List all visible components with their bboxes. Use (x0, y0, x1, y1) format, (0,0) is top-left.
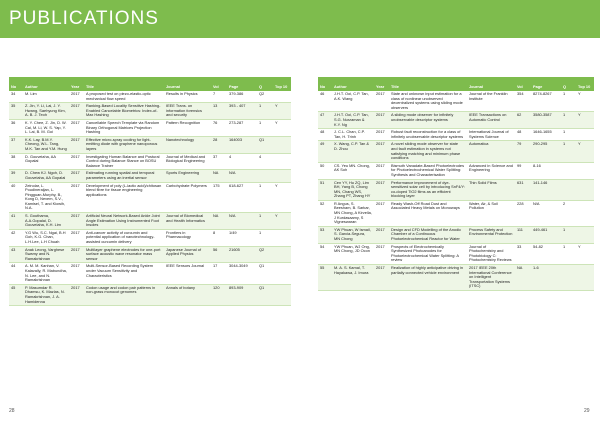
table-cell: 33 (515, 243, 531, 264)
table-cell (273, 284, 291, 305)
table-cell: Anti-cancer activity of curcumin and potential application of nanotechnology-assisted curcumin delivery (84, 229, 164, 246)
table-cell: D. Chew KJ. Ngoh, D. Gouveiaha, AA Gopalai (23, 170, 69, 182)
table-cell (576, 200, 594, 226)
table-cell: 21605 (227, 246, 257, 263)
table-cell: Z. Jin, Y. Li, Lai, J. Y. Hwang, Saehyung Kim, A. B. J. Teoh (23, 103, 69, 120)
table-row (9, 103, 291, 120)
table-row (318, 112, 594, 129)
table-cell: Results in Physics (164, 91, 211, 103)
table-cell (576, 129, 594, 141)
table-row (9, 229, 291, 246)
table-cell: Process Safety and Environmental Protection (467, 226, 515, 243)
table-cell: 1 (257, 119, 273, 136)
table-cell: J.H.T. Ooi, C.P. Tan, S.G. Nurzaman & K.Y. Ng (332, 112, 374, 129)
table-cell: 4 (227, 153, 257, 170)
table-cell: Performance improvement of dye-sensitized solar cell by introducing SnF4/Y: co-doped TiO2 films as an efficient blocking layer (389, 179, 467, 200)
right-page-table (318, 77, 594, 291)
table-cell: 36 (9, 119, 23, 136)
table-cell: 37 (9, 136, 23, 153)
table-cell: 3044-3049 (227, 263, 257, 284)
table-cell: Y (273, 213, 291, 230)
table-cell: Water, Air, & Soil Pollution (467, 200, 515, 226)
table-cell (561, 179, 576, 200)
table-cell: J.H.T. Ooi, C.P. Tan, A.K. Wang (332, 91, 374, 112)
table-cell: 2017 (69, 153, 84, 170)
table-cell: Effective micro-spray cooling for light-emitting diode with graphene nanoporous layers (84, 136, 164, 153)
table-cell (561, 265, 576, 291)
col-header: No (318, 77, 332, 91)
col-header: Title (84, 77, 164, 91)
table-cell: 893-909 (227, 284, 257, 305)
table-row (9, 182, 291, 213)
table-cell: 2017 (69, 284, 84, 305)
table-cell: Y (576, 112, 594, 129)
table-cell: Anak Leong, Varghese Swamy and N. Ramakrishnan (23, 246, 69, 263)
table-row (318, 265, 594, 291)
table-cell: A proposed test on piezo-elastic-optic mechanical flow speed (84, 91, 164, 103)
table-cell: 290-295 (531, 141, 561, 162)
table-row (9, 119, 291, 136)
table-cell: 141-146 (531, 179, 561, 200)
table-cell: M. Lim (23, 91, 69, 103)
table-row (9, 153, 291, 170)
table-cell: 52 (318, 200, 332, 226)
table-cell: 379-386 (227, 91, 257, 103)
table-cell: 8 (211, 229, 227, 246)
table-row (318, 162, 594, 179)
table-cell: Investigating Human Balance and Postural Control during Balance Stance on BOSU Balance Trainer (84, 153, 164, 170)
table-cell: Q1 (257, 284, 273, 305)
table-cell: Ranking-Based Locality Sensitive Hashing-Enabled Cancelable Biometrics: Index-of-Max Hashing (84, 103, 164, 120)
table-cell (273, 229, 291, 246)
table-cell: 2017 (374, 141, 389, 162)
table-row (9, 284, 291, 305)
table-cell: Design and CFD Modelling of the Anodic Chamber of a Continuous Photoelectrochemical Reactor for Water (389, 226, 467, 243)
table-cell: 1/49 (227, 229, 257, 246)
table-cell: Y.G Wu, S.C. Ngai, B.H Goh, K.G. Chan, L.H.Lee, L.H Chuah (23, 229, 69, 246)
table-cell: 1 (561, 226, 576, 243)
col-header: Vol (515, 77, 531, 91)
right-table-body (318, 91, 594, 290)
col-header: Year (69, 77, 84, 91)
table-cell: Carbohydrate Polymers (164, 182, 211, 213)
table-cell: Y (576, 141, 594, 162)
table-row (9, 91, 291, 103)
table-cell: Automatica (467, 141, 515, 162)
table-cell: X. Wang, C.P. Tan & D. Zhou (332, 141, 374, 162)
table-cell: 43 (9, 246, 23, 263)
col-header: Page (531, 77, 561, 91)
table-cell (273, 263, 291, 284)
col-header: Author (23, 77, 69, 91)
table-cell: 2017 (374, 112, 389, 129)
table-header-row (9, 77, 291, 91)
table-row (318, 243, 594, 264)
col-header: Top 10 (273, 77, 291, 91)
table-cell: Multi-Sensor-Based Recording System under Vacuum Sensitivity and Characteristics (84, 263, 164, 284)
col-header: Q (257, 77, 273, 91)
table-cell: CS. Yeu MN. Chong, AK Soh (332, 162, 374, 179)
page-number-left: 28 (9, 408, 15, 414)
col-header: Q (561, 77, 576, 91)
table-cell: State and unknown input estimation for a class of nonlinear unobserved decentralized systems using sliding mode observers (389, 91, 467, 112)
table-cell: Development of poly (L-lactic acid)/chitosan blend fibre for tissue engineering applications (84, 182, 164, 213)
table-cell: D. Gouveiaha, AA Gopalai (23, 153, 69, 170)
table-cell: 2017 (69, 91, 84, 103)
table-cell: 2017 (69, 229, 84, 246)
table-cell: Japanese Journal of Applied Physics (164, 246, 211, 263)
table-cell: 393 - 407 (227, 103, 257, 120)
table-cell: 40 (9, 182, 23, 213)
table-cell: NA (211, 213, 227, 230)
table-cell: Artificial Neural Network-Based Ankle Joint Angle Estimation Using Instrumented Foot Insoles (84, 213, 164, 230)
table-cell: 54 (318, 243, 332, 264)
page-number-right: 29 (584, 408, 590, 414)
table-cell: 8274-8267 (531, 91, 561, 112)
table-cell: 4 (257, 153, 273, 170)
table-cell: 76 (211, 119, 227, 136)
table-cell: Annals of botany (164, 284, 211, 305)
table-row (9, 263, 291, 284)
table-cell: 2017 (374, 162, 389, 179)
table-row (318, 226, 594, 243)
table-cell (273, 136, 291, 153)
table-cell: NA (515, 265, 531, 291)
table-cell (576, 265, 594, 291)
col-header: Year (374, 77, 389, 91)
table-cell: IEEE Transactions on Automatic Control (467, 112, 515, 129)
table-cell: 2017 (374, 129, 389, 141)
table-cell: Advanced in Science and Engineering (467, 162, 515, 179)
col-header: Author (332, 77, 374, 91)
table-cell: 48 (318, 129, 332, 141)
table-row (9, 136, 291, 153)
table-cell: Thin Solid Films (467, 179, 515, 200)
table-cell: Y (273, 119, 291, 136)
table-cell: A novel sliding mode observer for state and fault estimation in systems not satisfying matching and minimum phase conditions (389, 141, 467, 162)
table-cell: Journal of Medical and Biological Engineering (164, 153, 211, 170)
table-cell: 2017 (374, 243, 389, 264)
table-cell: Sports Engineering (164, 170, 211, 182)
table-cell: Multilayer graphene electrodes for one-port surface acoustic wave resonator mass sensor (84, 246, 164, 263)
table-cell: 79 (515, 141, 531, 162)
table-cell: 2017 (374, 265, 389, 291)
table-cell: Y (273, 182, 291, 213)
table-cell: Q2 (257, 91, 273, 103)
table-cell: 2017 (374, 179, 389, 200)
table-cell: Bismuth Vanadate-Based Photoelectrodes for Photoelectrochemical Water Splitting: Synthesis and Characterisation (389, 162, 467, 179)
table-cell: 99 (515, 162, 531, 179)
col-header: Journal (467, 77, 515, 91)
table-cell: 50 (318, 162, 332, 179)
table-cell: Robust fault reconstruction for a class of infinitely unobservable descriptor systems (389, 129, 467, 141)
table-cell: 56 (211, 246, 227, 263)
table-cell: R Angus, S. Beesham, B. Sarkar, MN Chong, A Kirvella, J Kurdasaamy, S Vigneswaran (332, 200, 374, 226)
table-cell: 51 (318, 179, 332, 200)
col-header: Journal (164, 77, 211, 91)
table-cell: 2017 (374, 91, 389, 112)
table-cell: International Journal of Systems Science (467, 129, 515, 141)
table-cell: 1-6 (531, 265, 561, 291)
table-cell: IEEE Sensors Journal (164, 263, 211, 284)
table-cell: 1 (257, 103, 273, 120)
table-cell: Journal of Biomedical and Health Informatics (164, 213, 211, 230)
table-cell (273, 170, 291, 182)
table-cell: Y (576, 91, 594, 112)
table-cell: Journal of the Franklin Institute (467, 91, 515, 112)
table-cell: Q2 (257, 246, 273, 263)
table-cell: 47 (318, 112, 332, 129)
table-cell: Pattern Recognition (164, 119, 211, 136)
table-cell: N/A (531, 200, 561, 226)
table-cell: Q1 (257, 136, 273, 153)
table-cell: 2017 (69, 213, 84, 230)
table-cell: 2017 (69, 103, 84, 120)
table-cell: 1646-1655 (531, 129, 561, 141)
table-cell: S. Gouthama, A.A.Gopalai, D. Gouveiaha, K.H. Lim (23, 213, 69, 230)
table-row (9, 213, 291, 230)
table-cell: Zeinolar, L. Poudineraijan, L. Pingguan-Murphy, B., Kong D, Nevem, S.V., Kamisel, T. and Kiowih, N.A. (23, 182, 69, 213)
table-cell: 38 (9, 153, 23, 170)
table-row (9, 170, 291, 182)
table-cell: 37 (211, 153, 227, 170)
table-cell: 1 (257, 213, 273, 230)
table-cell: A sliding mode observer for infinitely unobservable descriptor systems (389, 112, 467, 129)
table-cell: 3580-3587 (531, 112, 561, 129)
table-cell: 54-82 (531, 243, 561, 264)
table-cell: 34 (9, 91, 23, 103)
table-cell: 39 (9, 170, 23, 182)
table-cell: 120 (211, 284, 227, 305)
table-cell: IEEE Trans. on information forensics and security (164, 103, 211, 120)
table-row (318, 179, 594, 200)
table-cell: Ready Wash-Off Road Dust and Associated Heavy Metals on Monoways (389, 200, 467, 226)
table-cell: 2017 (69, 263, 84, 284)
table-cell (576, 226, 594, 243)
table-cell: 1 (561, 141, 576, 162)
col-header: No (9, 77, 23, 91)
table-cell: N/A (227, 213, 257, 230)
table-cell: K.K. Lay, B.M.Y. Cheong, W.L. Tang, M.K. Tan and Y.M. Hung (23, 136, 69, 153)
table-cell: 53 (318, 226, 332, 243)
table-row (318, 200, 594, 226)
table-cell: Journal of Photochemistry and Photobiology C: Photochemistry Reviews (467, 243, 515, 264)
col-header: Vol (211, 77, 227, 91)
table-cell: P. Masumdar R. Dhamsu, K. Mazlas, N. Ramakrishnan, J. A. Hamidenna (23, 284, 69, 305)
table-cell (576, 179, 594, 200)
table-cell: 1 (561, 243, 576, 264)
table-cell: 42 (9, 229, 23, 246)
table-cell: 2017 (374, 226, 389, 243)
table-cell: 2017 (374, 200, 389, 226)
table-cell: Codon usage and codon pair patterns in non-grass monocot genomes (84, 284, 164, 305)
table-cell: 48 (515, 129, 531, 141)
table-cell: 175 (211, 182, 227, 213)
table-cell: 2017 (69, 136, 84, 153)
table-cell: 1 (257, 229, 273, 246)
table-cell: K. Y. Chee, Z. Jin, D. W. Cai, M. Li, W. S. Yap, Y. L. Lai, B. M. Goi (23, 119, 69, 136)
table-cell: 228 (515, 200, 531, 226)
table-cell: 2017 (69, 246, 84, 263)
table-cell: 17 (211, 263, 227, 284)
table-cell: Y (576, 243, 594, 264)
table-cell (576, 162, 594, 179)
table-cell: 2 (561, 200, 576, 226)
table-cell (273, 91, 291, 103)
table-cell: 41 (9, 213, 23, 230)
table-cell: 2017 IEEE 20th International Conference on Intelligent Transportation Systems (ITSC) (467, 265, 515, 291)
table-cell: YW Phuan, W Ismail, S. Garcia-Segura, MN Chong (332, 226, 374, 243)
table-cell: 45 (9, 284, 23, 305)
table-header-row (318, 77, 594, 91)
col-header: Title (389, 77, 467, 91)
table-cell: Estimating running spatial and temporal parameters using an inertial sensor (84, 170, 164, 182)
table-cell: 1 (561, 129, 576, 141)
page-title: PUBLICATIONS (9, 8, 159, 29)
table-cell: 273-287 (227, 119, 257, 136)
table-cell: Cancellable Speech Template via Random Binary Orthogonal Matrices Projection Hashing (84, 119, 164, 136)
table-cell: 49 (318, 141, 332, 162)
table-cell: Realization of highly anticipative driving in partially connected vehicle environment (389, 265, 467, 291)
table-cell: 354 (515, 91, 531, 112)
table-cell: J. C.L. Chan, C.P. Tan, H. Trinh (332, 129, 374, 141)
table-cell: 62 (515, 112, 531, 129)
table-row (318, 129, 594, 141)
table-cell: 164003 (227, 136, 257, 153)
table-cell: 618-627 (227, 182, 257, 213)
table-cell: 35 (9, 103, 23, 120)
table-cell: 1 (561, 91, 576, 112)
col-header: Top 10 (576, 77, 594, 91)
table-row (9, 246, 291, 263)
table-cell: M. A. S. Kamal, T. Hayakawa, J. Imura (332, 265, 374, 291)
table-cell: 2017 (69, 170, 84, 182)
table-cell: 46 (318, 91, 332, 112)
table-cell: 55 (318, 265, 332, 291)
table-cell: Frontiers in Pharmacology (164, 229, 211, 246)
left-table-body (9, 91, 291, 306)
table-cell: NA (211, 170, 227, 182)
table-cell: A. M. M. Kanhan, V. Kalavally, R. Mabundha, N. Lee, and N. Ramakrishnan (23, 263, 69, 284)
table-cell (273, 153, 291, 170)
table-cell: N/A (227, 170, 257, 182)
table-cell: 631 (515, 179, 531, 200)
table-cell: 111 (515, 226, 531, 243)
table-row (318, 91, 594, 112)
table-cell: 8-16 (531, 162, 561, 179)
col-header: Page (227, 77, 257, 91)
table-cell: Cen YY, Hu ZQ, Lim BH, Yang B, Chong MN, Chang WS, Zhang PT, Zhang HY (332, 179, 374, 200)
table-cell: Nanotechnology (164, 136, 211, 153)
table-cell: 28 (211, 136, 227, 153)
table-cell: 1 (257, 182, 273, 213)
page-banner (0, 0, 600, 38)
table-row (318, 141, 594, 162)
table-cell (561, 162, 576, 179)
left-page-table (9, 77, 291, 306)
table-cell: 44 (9, 263, 23, 284)
table-cell: 2017 (69, 119, 84, 136)
table-cell: 2017 (69, 182, 84, 213)
table-cell: YW Phuan, WJ Ong, MN Chong, JD Ocon (332, 243, 374, 264)
table-cell: Q1 (257, 263, 273, 284)
table-cell (273, 246, 291, 263)
table-cell (257, 170, 273, 182)
table-cell: Prospects of Electrochemically Synthesized Photoanodes for Photoelectrochemical Water Splitting: A review (389, 243, 467, 264)
table-cell: 13 (211, 103, 227, 120)
table-cell: Y (273, 103, 291, 120)
table-cell: 1 (561, 112, 576, 129)
table-cell: 7 (211, 91, 227, 103)
table-cell: 449-461 (531, 226, 561, 243)
